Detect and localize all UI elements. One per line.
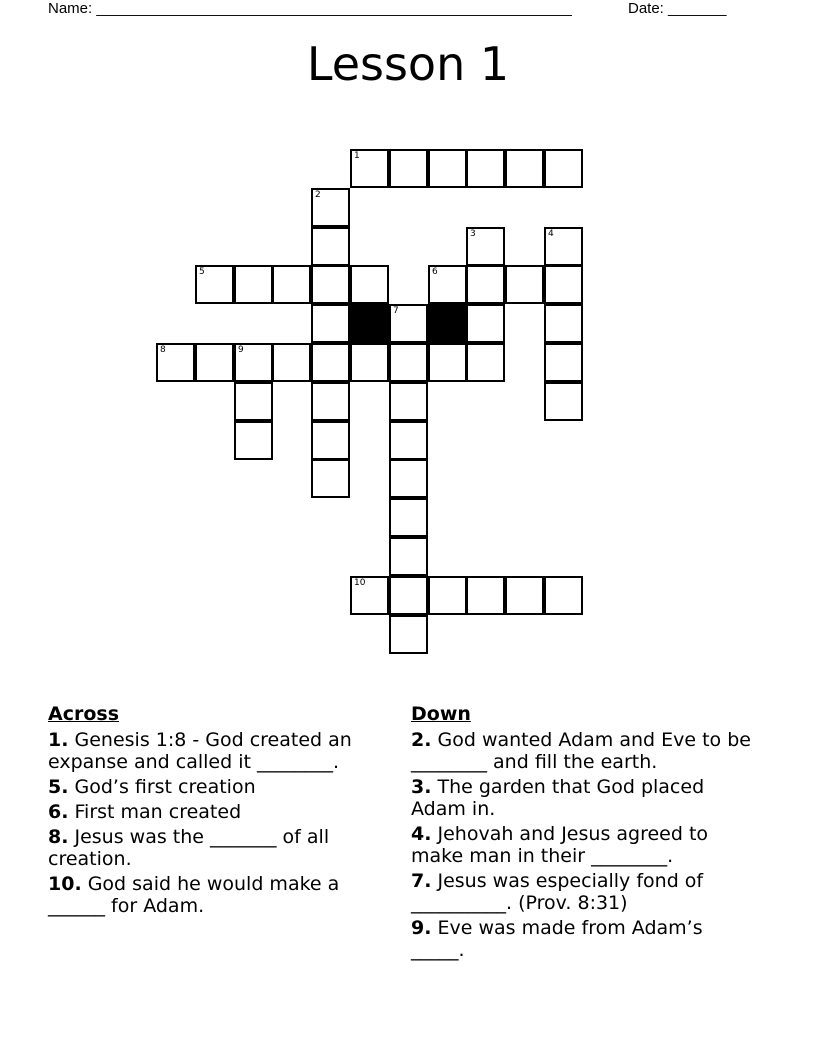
grid-cell[interactable] [311, 304, 350, 343]
grid-cell[interactable] [389, 459, 428, 498]
grid-cell[interactable] [389, 537, 428, 576]
grid-cell[interactable] [350, 265, 389, 304]
down-clue-list [411, 729, 751, 961]
grid-cell[interactable] [350, 343, 389, 382]
down-clue [411, 917, 751, 961]
clue-text: Genesis 1:8 - God created an expanse and called it ________. [48, 729, 352, 773]
name-field-label[interactable]: Name: _________________________________________________________ [48, 0, 572, 17]
down-heading: Down [411, 703, 471, 725]
clue-number-label: 8. [48, 826, 69, 848]
grid-cell[interactable] [234, 382, 273, 421]
grid-cell[interactable] [466, 149, 505, 188]
clue-number-label: 6. [48, 801, 69, 823]
grid-cell[interactable] [311, 382, 350, 421]
grid-cell[interactable] [544, 382, 583, 421]
grid-cell[interactable] [272, 343, 311, 382]
clue-number: 8 [160, 345, 166, 355]
clue-number: 7 [393, 306, 399, 316]
clue-number-label: 3. [411, 776, 432, 798]
grid-cell[interactable] [350, 576, 389, 615]
clue-number: 5 [199, 267, 205, 277]
grid-cell[interactable] [466, 343, 505, 382]
grid-cell[interactable] [505, 149, 544, 188]
down-clues [411, 702, 751, 964]
grid-cell[interactable] [272, 265, 311, 304]
grid-cell[interactable] [389, 576, 428, 615]
grid-cell[interactable] [466, 227, 505, 266]
grid-cell[interactable] [311, 459, 350, 498]
across-clue [48, 729, 378, 773]
clue-number: 4 [548, 229, 554, 239]
clue-text: The garden that God placed Adam in. [411, 776, 705, 820]
grid-cell[interactable] [311, 265, 350, 304]
down-clue [411, 870, 751, 914]
clue-text: First man created [68, 801, 242, 823]
grid-cell[interactable] [544, 304, 583, 343]
grid-cell[interactable] [544, 576, 583, 615]
grid-cell[interactable] [311, 343, 350, 382]
clue-number-label: 1. [48, 729, 69, 751]
grid-cell[interactable] [428, 149, 467, 188]
grid-cell[interactable] [389, 343, 428, 382]
grid-cell[interactable] [544, 149, 583, 188]
across-clue [48, 801, 378, 823]
down-clue [411, 776, 751, 820]
grid-cell[interactable] [428, 343, 467, 382]
grid-cell[interactable] [389, 382, 428, 421]
down-clue [411, 729, 751, 773]
across-clue [48, 776, 378, 798]
across-clues [48, 702, 378, 920]
grid-cell[interactable] [544, 343, 583, 382]
clue-number: 6 [432, 267, 438, 277]
clue-text: Eve was made from Adam’s _____. [411, 917, 703, 961]
across-clue [48, 873, 378, 917]
clue-text: Jesus was especially fond of __________. (Prov. 8:31) [411, 870, 704, 914]
grid-cell[interactable] [389, 615, 428, 654]
grid-cell[interactable] [156, 343, 195, 382]
clue-number-label: 2. [411, 729, 432, 751]
clue-number-label: 4. [411, 823, 432, 845]
grid-cell[interactable] [428, 265, 467, 304]
clue-number: 10 [354, 578, 366, 588]
grid-cell[interactable] [466, 265, 505, 304]
grid-cell[interactable] [195, 265, 234, 304]
grid-cell[interactable] [505, 576, 544, 615]
page-title: Lesson 1 [306, 37, 510, 91]
grid-cell[interactable] [350, 149, 389, 188]
grid-cell[interactable] [389, 421, 428, 460]
grid-cell[interactable] [505, 265, 544, 304]
clue-number: 9 [238, 345, 244, 355]
clue-number-label: 10. [48, 873, 82, 895]
grid-cell[interactable] [544, 227, 583, 266]
clue-text: Jesus was the _______ of all creation. [48, 826, 330, 870]
grid-cell[interactable] [428, 576, 467, 615]
across-heading: Across [48, 703, 120, 725]
across-clue [48, 826, 378, 870]
clue-number-label: 5. [48, 776, 69, 798]
grid-cell[interactable] [195, 343, 234, 382]
grid-block [350, 304, 389, 343]
clue-text: Jehovah and Jesus agreed to make man in their ________. [411, 823, 709, 867]
grid-block [428, 304, 467, 343]
grid-cell[interactable] [234, 265, 273, 304]
grid-cell[interactable] [466, 576, 505, 615]
grid-cell[interactable] [466, 304, 505, 343]
grid-cell[interactable] [234, 421, 273, 460]
grid-cell[interactable] [234, 343, 273, 382]
grid-cell[interactable] [311, 227, 350, 266]
down-clue [411, 823, 751, 867]
grid-cell[interactable] [389, 149, 428, 188]
grid-cell[interactable] [389, 304, 428, 343]
across-clue-list [48, 729, 378, 917]
grid-cell[interactable] [389, 498, 428, 537]
grid-cell[interactable] [311, 188, 350, 227]
clue-text: God wanted Adam and Eve to be ________ and fill the earth. [411, 729, 751, 773]
clue-number-label: 9. [411, 917, 432, 939]
date-field-label[interactable]: Date: _______ [628, 0, 727, 17]
clue-text: God said he would make a ______ for Adam. [48, 873, 340, 917]
clue-number: 1 [354, 151, 360, 161]
grid-cell[interactable] [544, 265, 583, 304]
clue-number: 3 [470, 229, 476, 239]
clue-number: 2 [315, 190, 321, 200]
clue-number-label: 7. [411, 870, 432, 892]
clue-text: God’s first creation [68, 776, 256, 798]
grid-cell[interactable] [311, 421, 350, 460]
